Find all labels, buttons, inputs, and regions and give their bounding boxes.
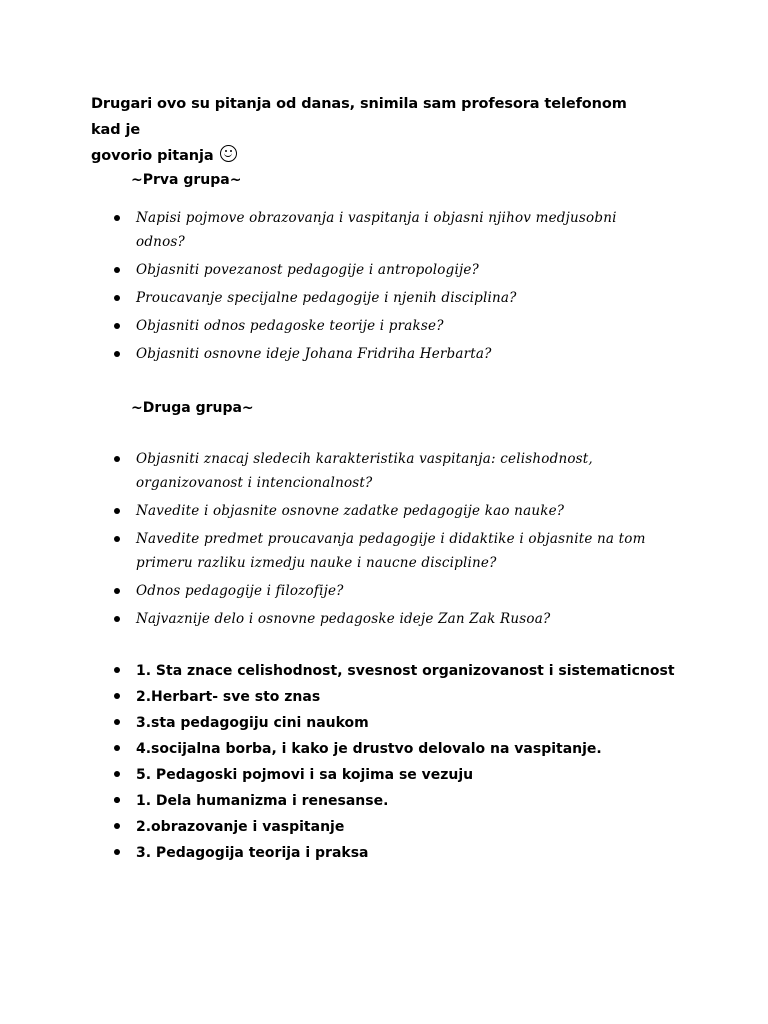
question-text: Navedite i objasnite osnovne zadatke pedagogije kao nauke? bbox=[136, 503, 565, 519]
list-item bbox=[110, 579, 666, 603]
topic-text: 2.Herbart- sve sto znas bbox=[136, 689, 321, 705]
bullet-icon bbox=[114, 323, 120, 329]
bullet-icon bbox=[114, 456, 120, 462]
question-text: Odnos pedagogije i filozofije? bbox=[136, 583, 344, 599]
list-item bbox=[110, 840, 388, 866]
intro-line-2: govorio pitanja bbox=[91, 148, 214, 164]
bullet-icon bbox=[114, 693, 120, 699]
topic-text: 3. Pedagogija teorija i praksa bbox=[136, 845, 369, 861]
bullet-icon bbox=[114, 588, 120, 594]
bullet-icon bbox=[114, 771, 120, 777]
bullet-icon bbox=[114, 797, 120, 803]
list-item bbox=[110, 710, 675, 736]
group-heading-druga: ~Druga grupa~ bbox=[131, 400, 254, 416]
smiley-face-icon bbox=[220, 145, 237, 162]
bullet-icon bbox=[114, 215, 120, 221]
topic-list-2 bbox=[110, 788, 388, 866]
question-text: Najvaznije delo i osnovne pedagoske ideje Zan Zak Rusoa? bbox=[136, 611, 551, 627]
question-text: Proucavanje specijalne pedagogije i njenih disciplina? bbox=[136, 290, 517, 306]
list-item bbox=[110, 314, 666, 338]
topic-text: 4.socijalna borba, i kako je drustvo delovalo na vaspitanje. bbox=[136, 741, 602, 757]
bullet-icon bbox=[114, 536, 120, 542]
bullet-icon bbox=[114, 295, 120, 301]
bullet-icon bbox=[114, 719, 120, 725]
list-item bbox=[110, 342, 666, 366]
list-item bbox=[110, 762, 675, 788]
list-item bbox=[110, 206, 666, 254]
question-list-prva bbox=[110, 206, 666, 370]
list-item bbox=[110, 814, 388, 840]
bullet-icon bbox=[114, 849, 120, 855]
bullet-icon bbox=[114, 508, 120, 514]
topic-text: 2.obrazovanje i vaspitanje bbox=[136, 819, 345, 835]
topic-text: 3.sta pedagogiju cini naukom bbox=[136, 715, 369, 731]
group-heading-prva: ~Prva grupa~ bbox=[131, 172, 242, 188]
list-item bbox=[110, 258, 666, 282]
bullet-icon bbox=[114, 351, 120, 357]
list-item bbox=[110, 788, 388, 814]
list-item bbox=[110, 499, 666, 523]
list-item bbox=[110, 736, 675, 762]
question-list-druga bbox=[110, 447, 666, 635]
question-text: Napisi pojmove obrazovanja i vaspitanja i objasni njihov medjusobni odnos? bbox=[136, 210, 617, 250]
topic-text: 1. Sta znace celishodnost, svesnost organizovanost i sistematicnost bbox=[136, 663, 675, 679]
list-item bbox=[110, 447, 666, 495]
list-item bbox=[110, 527, 666, 575]
question-text: Objasniti odnos pedagoske teorije i prakse? bbox=[136, 318, 444, 334]
question-text: Objasniti povezanost pedagogije i antropologije? bbox=[136, 262, 479, 278]
list-item bbox=[110, 607, 666, 631]
topic-text: 5. Pedagoski pojmovi i sa kojima se vezuju bbox=[136, 767, 474, 783]
intro-paragraph bbox=[91, 91, 651, 169]
question-text: Navedite predmet proucavanja pedagogije i didaktike i objasnite na tom primeru razliku izmedju nauke i naucne discipline? bbox=[136, 531, 646, 571]
question-text: Objasniti osnovne ideje Johana Fridriha Herbarta? bbox=[136, 346, 492, 362]
bullet-icon bbox=[114, 823, 120, 829]
bullet-icon bbox=[114, 745, 120, 751]
bullet-icon bbox=[114, 267, 120, 273]
list-item bbox=[110, 684, 675, 710]
intro-line-1: Drugari ovo su pitanja od danas, snimila sam profesora telefonom kad je bbox=[91, 96, 627, 138]
list-item bbox=[110, 286, 666, 310]
list-item bbox=[110, 658, 675, 684]
bullet-icon bbox=[114, 616, 120, 622]
question-text: Objasniti znacaj sledecih karakteristika vaspitanja: celishodnost, organizovanost i intencionalnost? bbox=[136, 451, 593, 491]
bullet-icon bbox=[114, 667, 120, 673]
topic-text: 1. Dela humanizma i renesanse. bbox=[136, 793, 389, 809]
